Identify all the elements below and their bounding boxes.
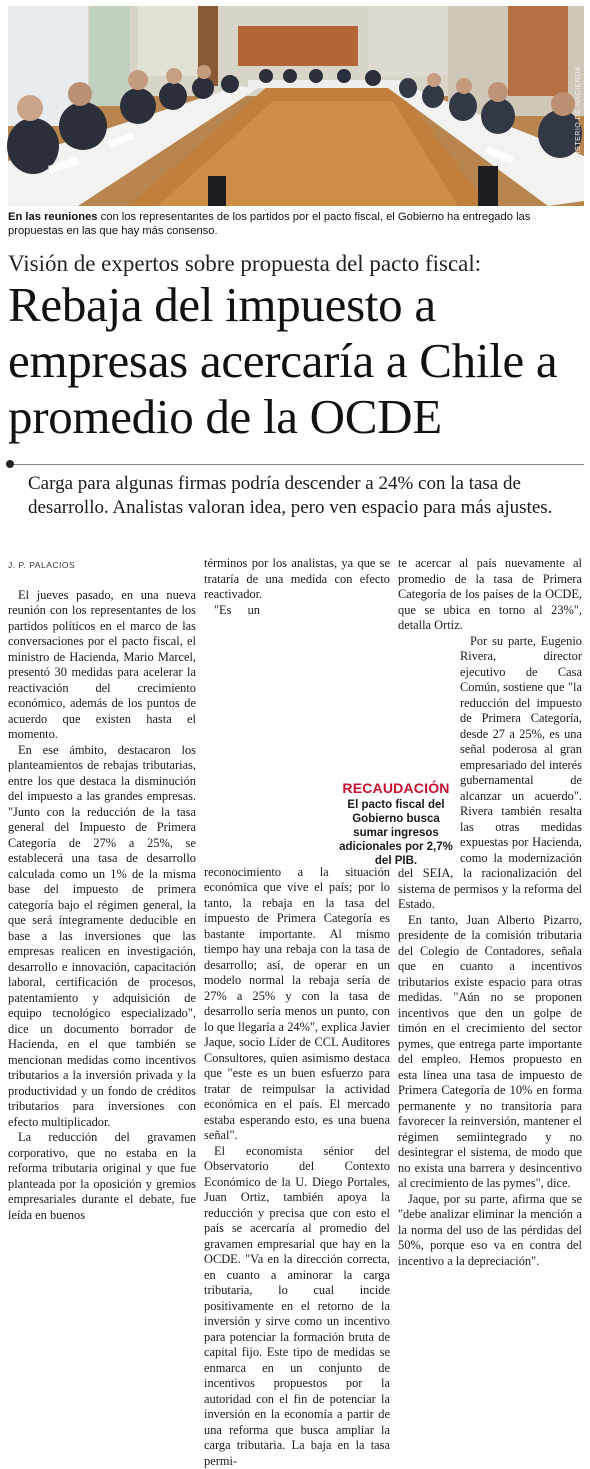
caption-lead: En las reuniones [8, 211, 98, 223]
headline: Rebaja del impuesto a empresas acercaría a Chile a promedio de la OCDE [8, 277, 588, 445]
paragraph: El economista sénior del Observatorio del Contexto Económico de la U. Diego Portales, Juan Ortiz, también apoya la reducción y precisa que con esto el país se acercaría al promedio del gravamen empresarial que hay en la OCDE. "Va en la dirección correcta, en cuanto a aminorar la carga tributaria, lo cual incide positivamente en el retorno de la inversión y sirve como un incentivo para potenciar la formación bruta de capital fijo. Este tipo de medidas se enmarca en un conjunto de incentivos propuestos por la autoridad con el fin de potenciar la inversión en la economía a partir de una reforma que busca ampliar la carga tributaria. La baja en la tasa permi- [204, 1144, 390, 1469]
divider-rule [8, 464, 584, 465]
photo-credit: MINISTERIO DE HACIENDA [575, 66, 582, 168]
paragraph: El jueves pasado, en una nueva reunión con los representantes de los partidos políticos en el marco de las conversaciones por el pacto fiscal, el ministro de Hacienda, Mario Marcel, presentó 30 medidas para acelerar la reactivación del crecimiento económico, además de los puntos de acuerdo que existen hasta el momento. [8, 588, 196, 743]
paragraph-text: "Es un reconocimiento a la situación económica que vive el país; por lo tanto, la rebaja en la tasa del impuesto de Primera Categoría es bastante importante. Al mismo tiempo hay una rebaja con la tasa de desarrollo; así, de operar en un modelo normal la rebaja sería de 27% a 25% y con la tasa de desarrollo sería menos un punto, con lo que llegaría a 24%", explica Javier Jaque, socio Líder de CCL Auditores Consultores, quien asimismo destaca que "este es un buen esfuerzo para tratar de reimpulsar la actividad económica en el país. El mercado estaba esperando esto, es una buena señal". [204, 603, 390, 1143]
paragraph: Jaque, por su parte, afirma que se "debe analizar eliminar la mención a la norma del uso de las pérdidas del 50%, porque eso va en contra del incentivo a la depreciación". [398, 1192, 582, 1270]
meeting-room-illustration [8, 6, 584, 206]
deck: Carga para algunas firmas podría descender a 24% con la tasa de desarrollo. Analistas valoran idea, pero ven espacio para más ajustes. [28, 472, 580, 520]
byline: J. P. PALACIOS [8, 558, 196, 574]
paragraph: En ese ámbito, destacaron los planteamientos de rebajas tributarias, entre los que destaca la disminución del impuesto a las grandes empresas. "Junto con la reducción de la tasa general del Impuesto de Primera Categoría de 27% a 25%, se establecerá una tasa de desarrollo calculada como un 1% de la misma base del impuesto de primera categoría bajo el régimen general, la que será íntegramente deducible en base a las inversiones que las empresas realicen en investigación, desarrollo e innovación, capacitación laboral, certificación de procesos, patentamiento y adquisición de equipo tecnológico especializado", dice un documento borrador de Hacienda, en el que también se mencionan medidas como incentivos tributarios a la inversión privada y la productividad y un fondo de créditos tributarios para inversiones con efecto multiplicador. [8, 743, 196, 1131]
paragraph: términos por los analistas, ya que se trataría de una medida con efecto reactivador. [204, 556, 390, 603]
paragraph: te acercar al país nuevamente al promedio de la tasa de Primera Categoría de los países de la OCDE, que se ubica en torno al 23%", detalla Ortiz. [398, 556, 582, 634]
factbox-title: RECAUDACIÓN [338, 780, 454, 796]
paragraph: En tanto, Juan Alberto Pizarro, presidente de la comisión tributaria del Colegio de Contadores, señala que en cuanto a incentivos tributarios existe espacio para otras medidas. "Aún no se proponen incentivos que den un golpe de timón en el crecimiento del sector pymes, que entrega parte importante del empleo. Hemos propuesto en esta línea una tasa de impuesto de Primera Categoría de 10% en forma permanente y no transitoria para favorecer la reinversión, mantener el régimen semiintegrado y no desintegrar el sistema, de modo que no exista una barrera y desincentivo al crecimiento de las pymes", dice. [398, 913, 582, 1192]
paragraph-text: Por su parte, Eugenio Rivera, director ejecutivo de Casa Común, sostiene que "la reducción del impuesto de Primera Categoría, desde 27 a 25%, es una señal poderosa al gran empresariado del interés gubernamental de alcanzar un acuerdo". Rivera también resalta las otras medidas expuestas por Hacienda, como la modernización del SEIA, la racionalización del sistema de permisos y la reforma del Estado. [398, 634, 582, 912]
article-column-3 [398, 556, 582, 1269]
article-column-2 [204, 556, 390, 1469]
factbox-text: El pacto fiscal del Gobierno busca sumar ingresos adicionales por 2,7% del PIB. [338, 798, 454, 868]
paragraph [204, 603, 390, 1144]
kicker: Visión de expertos sobre propuesta del pacto fiscal: [8, 250, 584, 278]
meeting-photo [8, 6, 584, 206]
photo-caption [8, 210, 584, 238]
divider-dot [6, 460, 14, 468]
factbox-recaudacion [334, 778, 458, 860]
paragraph: La reducción del gravamen corporativo, que no estaba en la reforma tributaria original y que fue planteada por la oposición y gremios empresariales durante el debate, fue leída en buenos [8, 1130, 196, 1223]
paragraph [398, 634, 582, 913]
caption-text: con los representantes de los partidos por el pacto fiscal, el Gobierno ha entregado las propuestas en las que hay más consenso. [8, 211, 530, 237]
article-column-1 [8, 556, 196, 1223]
